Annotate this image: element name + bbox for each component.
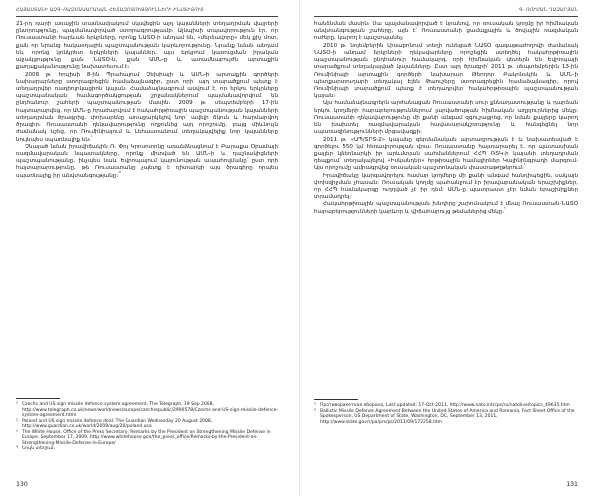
- footnote: ⁵ Противоракетная оборона, Last updated: 17-Oct-2011, http://www.nato.int/cps/ru/natolive/topics_49635.htm: [314, 403, 570, 408]
- paragraph: Իրավիճակը կարգավորելու համար կողմերը մի քանի անգամ հանդիպեցին, սակայն փոխզիջման չհասան։ Ռուսական կողմը պահանջում էր իրավաբանական երաշխիքներ, որ ՀՀՊ համակարգը ուղղված չէ իր դեմ։ ԱՄՆ-ը պատրաստ չէր նման երաշխիքներ տրամադրել։: [314, 172, 578, 201]
- paragraph: 21-րդ դարի առաջին տասնամյակում սկսվեցին այդ կայանների տեղադրման վայրերի ընտրությունը, պայմանավորված ստորագրությամբ։ Այնպիսի տպավորություն էր, որ Ռուսաստանի հարևան երկրները, որոնք ՆԱՏՕ-ի անդամ են, «մերձավորը» մեկ քիչ մոտ, քան որ նրանց հակաօդային պաշտպանության կարևորությունը։ Նրանք նման անդամ են, որոնց կոնկրետ երկրների կայաններ, այս երկրում կառուցման իրական աջակցությունը քան ՆԱՏՕ-ն, քան ԱՄՆ-ը և ատամնաբույժն արտաքին քաղաքականությունը նախատեսում է։$^{^1}$: [16, 21, 278, 71]
- footnote: ⁴ Նույն տեղում։: [16, 446, 55, 452]
- footnote-ref: ¹: [129, 62, 132, 67]
- running-head: ՀԱՅԱՍՏԱՆԻ ԱԶԳ–ՌԱԶՄԱՎԱՐԱԿԱՆ ՀԵՏԱԶՈՏՈՒԹՅՈՒՆՆԵՐԻ ԻՆՍՏԻՏՈՒՏ: [16, 8, 204, 13]
- footnotes: [16, 402, 278, 452]
- paragraph: 2008 թ. հուլիսի 8-ին Պրահայում Չեխիայի և ԱՄՆ-ի արտաքին գործերի նախարարները ստորագրեցին համաձայնագիր, ըստ որի՝ այդ տարածքում պետք է տեղադրվեր ռադիոլոկացիոն կայան։ Համաձայնագրում ասվում է, որ երկու երկրները պաշտպանական համագործակցության շրջանակներում պայմանավորվում են ընդհանուր շահերի պաշտպանության մասին։ 2009 թ. սեպտեմբերի 17-ին հայտարարվեց, որ ԱՄՆ-ը հրաժարվում է հակահրթիռային պաշտպանության կայանների տեղադրման ծրագրից, փոխարենը առաջարկելով նոր՝ ավելի ճկուն և հարմարվող ծրագիր։ Ռուսաստանի ղեկավարությունը ողջունեց այդ որոշումը, բայց միևնույն ժամանակ նշեց, որ Ռումինիայում և Լեհաստանում տեղակայվելիք նոր կայանները նույնպես սպառնալիք են։$^{^2}$: [16, 71, 278, 143]
- footnote-rule: [314, 399, 358, 400]
- header-rule: [16, 16, 278, 17]
- right-page: [300, 0, 600, 496]
- page-number: 130: [16, 481, 28, 488]
- paragraph: Չնայած նման իրավիճակին Ռ. Փոլ Կրոսոտոնը առանձնացնում է Բարաքա Օբամայի ռազմավարական նպատակները, որոնք միտված են ԱՄՆ-ի և դաշնակիցների պաշտպանությանը, ինչպես նաև Եվրոպայում կայունության ապահովմանը՝ ըստ որի հայտարարությունը, թե Ռուսաստանը չպետք է դիտարկի այս ծրագիրը որպես սպառնալիք իր անվտանգությանը։$^{^3^4}$: [16, 143, 278, 179]
- footnote-rule: [16, 398, 60, 399]
- footnotes: [314, 403, 578, 425]
- paragraph: հանձնման մասին։ Սա պայմանավորված է նրանով, որ ռուսական կողմը իր հիմնական անվտանգության շահերը, այն է՝ Ռուսաստանի ցամաքային և ծովային ռազմական ուժերը, կարող է պաշտպանել։: [314, 21, 578, 42]
- footnote: ³ The White House, Office of the Press Secretary, Remarks by the President on Strengthening Missile Defense in Europe, September 17, 2009, http://www.whitehouse.gov/the_press_office/Remarks-by-the-President-on-Strengthening-Missile-Defense-in-Europe/: [16, 429, 271, 446]
- running-head: Գ. ՌՈՒՄԱՆ ՂԱԶԱՐՅԱՆ: [519, 8, 578, 13]
- paragraph: 2011 թ. «ԱՊ/ՏՐՏ-2» կայանը գերմանական արտադրության է և նախատեսված է գործելու 550 կմ հեռավորության վրա։ Ռուսաստանը հայտարարել է, որ պատասխան քայլեր կձեռնարկի իր արևմտյան սահմաններում ՀՀՊ ՌՏԿ-ի կայանի տեղադրման դեպքում՝ տեղակայելով «Իսկանդեր» հրթիռային համալիրներ Կալինինգրադի մարզում։ Այս որոշումը ամրագրվեց ռուսական պաշտոնական փաստաթղթերում։$^{^5}$: [314, 136, 578, 172]
- footnote-ref: ⁴: [119, 170, 122, 175]
- footnote-ref: ³: [118, 170, 120, 175]
- footnote-ref: ⁵: [523, 163, 526, 168]
- header-rule: [314, 16, 578, 17]
- page-number: 131: [566, 481, 578, 488]
- footnote-ref: ⁶: [504, 206, 506, 211]
- body-text: [314, 21, 578, 216]
- paragraph: 2010 թ. նոյեմբերին Լիսաբոնում տեղի ունեցած ՆԱՏՕ գագաթաժողովի ժամանակ ՆԱՏՕ-ի անդամ երկրների ղեկավարները որոշեցին ստեղծել հակահրթիռային պաշտպանության ընդհանուր համակարգ, որի հիմնական կետերն են Եվրոպայի տարածքում տեղակայված կայանները։ Ըստ այդ ծրագրի՝ 2011 թ. սեպտեմբերին 13-ին Ռումինիայի արտաքին գործերի նախարար Թեոդոր Բակոնսկին և ԱՄՆ-ի պետքարտուղարի տեղակալ Էլեն Թաուշերը ստորագրեցին համաձայնագիր, որով Ռումինիայի տարածքում պետք է տեղադրվեր հակահրթիռային պաշտպանության կայան։: [314, 42, 578, 100]
- footnote: ¹ Czechs and US sign missile defence system agreement, The Telegraph, 19 Sep 2008, http://www.telegraph.co.uk/news/worldnews/europe/czechrepublic/2990578/Czechs-and-US-sign-missile-defence-system-agreement.html: [16, 402, 278, 419]
- footnote-ref: ²: [90, 134, 93, 139]
- footnote: ² Poland and US sign missile defence deal, The Guardian Wednesday 20 August 2008, http://www.guardian.co.uk/world/2008/aug/20/poland.usa: [16, 418, 213, 430]
- body-text: [16, 21, 278, 180]
- paragraph: Այս համաձայնագրերն արժանացան Ռուսաստանի սուր քննադատությանը և դարձան երկու կողմերի հարաբերություններում լարվածության հիմնական աղբյուրներից մեկը։ Ռուսաստանի ղեկավարությունը մի քանի անգամ զգուշացրեց, որ նման քայլերը կարող են խախտել ռազմավարական հավասարակշռությունը և հանգեցնել նոր սպառազինությունների մրցավազքի։: [314, 100, 578, 136]
- paragraph: Հակահրթիռային պաշտպանության խնդիրը շարունակում է մնալ Ռուսաստան-ՆԱՏՕ հարաբերությունների կարևոր և վիճահարույց թեմաներից մեկը։$^{^6}$: [314, 201, 578, 215]
- footnote: ⁶ Ballistic Missile Defense Agreement Between the United States of America and Romania, Fact Sheet Office of the Spokesperson, US Department of State, Washington, DC, September 13, 2011, http://www.state.gov/r/pa/prs/ps/2011/09/172258.htm: [314, 408, 575, 425]
